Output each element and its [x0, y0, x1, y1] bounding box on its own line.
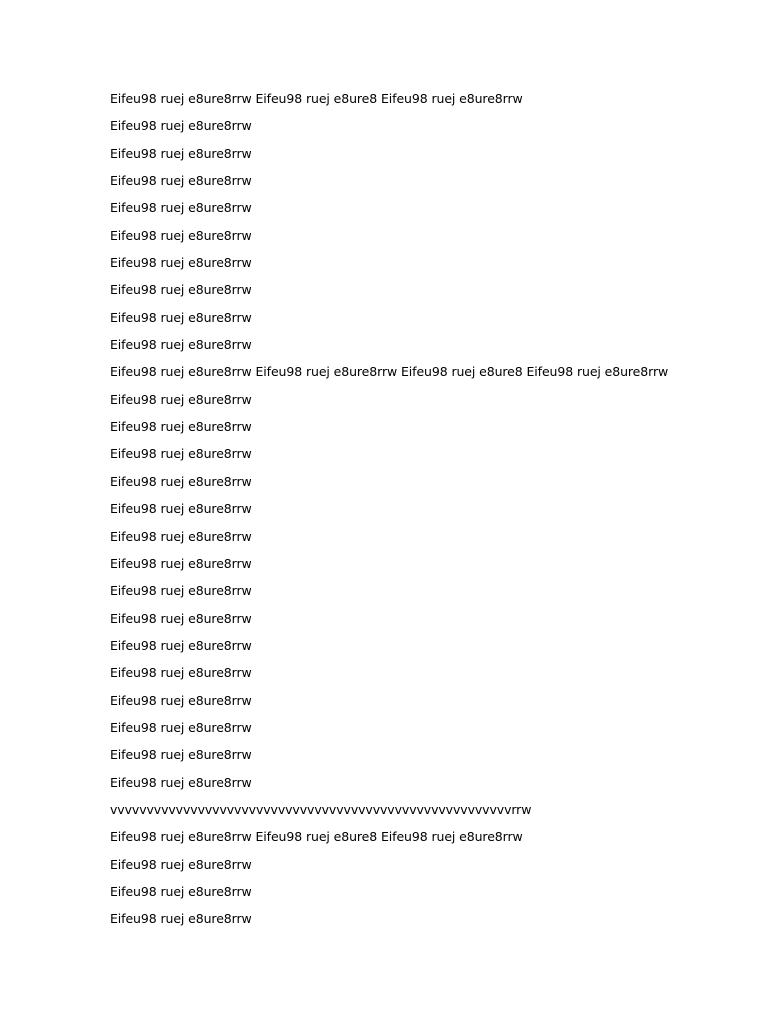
text-line: Eifeu98 ruej e8ure8rrw [110, 501, 252, 517]
text-line: Eifeu98 ruej e8ure8rrw [110, 774, 252, 790]
text-line: Eifeu98 ruej e8ure8rrw [110, 747, 252, 763]
text-line: Eifeu98 ruej e8ure8rrw [110, 145, 252, 161]
text-line: Eifeu98 ruej e8ure8rrw [110, 665, 252, 681]
text-line: Eifeu98 ruej e8ure8rrw [110, 118, 252, 134]
text-line: Eifeu98 ruej e8ure8rrw [110, 227, 252, 243]
text-line: Eifeu98 ruej e8ure8rrw [110, 555, 252, 571]
text-line: Eifeu98 ruej e8ure8rrw [110, 856, 252, 872]
text-line: Eifeu98 ruej e8ure8rrw [110, 419, 252, 435]
text-line: Eifeu98 ruej e8ure8rrw [110, 911, 252, 927]
text-line: Eifeu98 ruej e8ure8rrw [110, 255, 252, 271]
text-line: Eifeu98 ruej e8ure8rrw [110, 337, 252, 353]
document-body [110, 85, 750, 933]
text-line: Eifeu98 ruej e8ure8rrw [110, 883, 252, 899]
text-line: Eifeu98 ruej e8ure8rrw Eifeu98 ruej e8ure8 Eifeu98 ruej e8ure8rrw [110, 829, 523, 845]
text-line: Eifeu98 ruej e8ure8rrw [110, 610, 252, 626]
text-line: Eifeu98 ruej e8ure8rrw [110, 309, 252, 325]
text-line: Eifeu98 ruej e8ure8rrw [110, 528, 252, 544]
text-line: Eifeu98 ruej e8ure8rrw [110, 719, 252, 735]
text-line: Eifeu98 ruej e8ure8rrw [110, 282, 252, 298]
text-line: Eifeu98 ruej e8ure8rrw Eifeu98 ruej e8ure8 Eifeu98 ruej e8ure8rrw [110, 91, 523, 106]
text-line: Eifeu98 ruej e8ure8rrw [110, 637, 252, 653]
text-line: Eifeu98 ruej e8ure8rrw [110, 583, 252, 599]
text-line: Eifeu98 ruej e8ure8rrw [110, 173, 252, 189]
text-line: Eifeu98 ruej e8ure8rrw [110, 391, 252, 407]
text-line: Eifeu98 ruej e8ure8rrw [110, 473, 252, 489]
text-line: Eifeu98 ruej e8ure8rrw [110, 200, 252, 216]
text-line: Eifeu98 ruej e8ure8rrw [110, 692, 252, 708]
text-line: Eifeu98 ruej e8ure8rrw Eifeu98 ruej e8ure8rrw Eifeu98 ruej e8ure8 Eifeu98 ruej e8ure8rrw [110, 364, 669, 380]
text-line: vvvvvvvvvvvvvvvvvvvvvvvvvvvvvvvvvvvvvvvvvvvvvvvvvvvvvvvrrw [110, 801, 532, 817]
text-line: Eifeu98 ruej e8ure8rrw [110, 446, 252, 462]
